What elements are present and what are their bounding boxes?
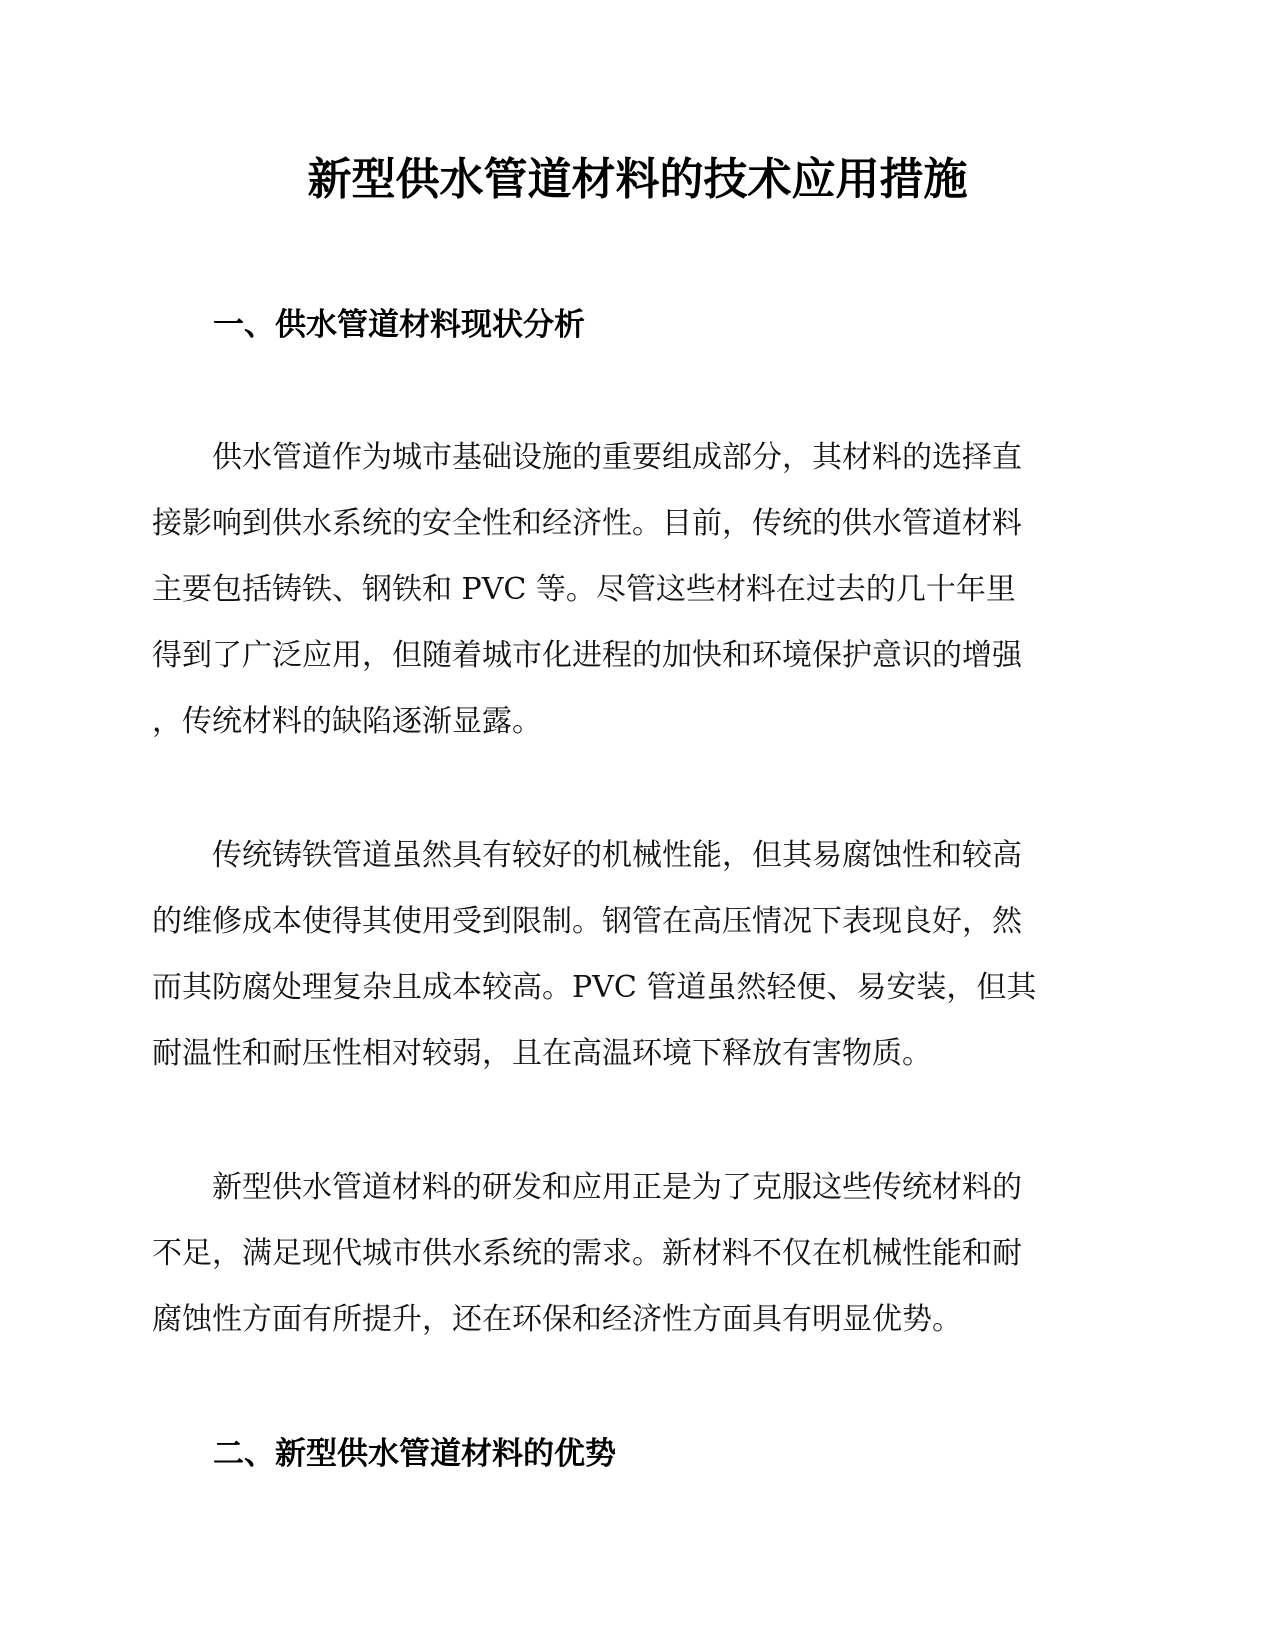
paragraph-line: 供水管道作为城市基础设施的重要组成部分，其材料的选择直 [152, 440, 1022, 475]
paragraph-line: 新型供水管道材料的研发和应用正是为了克服这些传统材料的 [152, 1170, 1022, 1205]
paragraph-line: 腐蚀性方面有所提升，还在环保和经济性方面具有明显优势。 [152, 1302, 962, 1337]
paragraph-line: 接影响到供水系统的安全性和经济性。目前，传统的供水管道材料 [152, 506, 1022, 541]
paragraph-line: 主要包括铸铁、钢铁和 PVC 等。尽管这些材料在过去的几十年里 [152, 572, 1016, 607]
paragraph-line: 传统铸铁管道虽然具有较好的机械性能，但其易腐蚀性和较高 [152, 838, 1022, 873]
paragraph-line: 的维修成本使得其使用受到限制。钢管在高压情况下表现良好，然 [152, 904, 1022, 939]
paragraph-line: ，传统材料的缺陷逐渐显露。 [152, 704, 542, 739]
paragraph-line: 不足，满足现代城市供水系统的需求。新材料不仅在机械性能和耐 [152, 1236, 1022, 1271]
paragraph-1 [152, 425, 1127, 755]
section-heading-1: 一、供水管道材料现状分析 [213, 307, 585, 343]
document-title: 新型供水管道材料的技术应用措施 [307, 154, 968, 205]
paragraph-3 [152, 1155, 1127, 1353]
paragraph-line: 得到了广泛应用，但随着城市化进程的加快和环境保护意识的增强 [152, 638, 1022, 673]
paragraph-line: 耐温性和耐压性相对较弱，且在高温环境下释放有害物质。 [152, 1036, 932, 1071]
paragraph-2 [152, 823, 1127, 1087]
section-heading-2: 二、新型供水管道材料的优势 [213, 1436, 616, 1472]
paragraph-line: 而其防腐处理复杂且成本较高。PVC 管道虽然轻便、易安装，但其 [152, 970, 1037, 1005]
